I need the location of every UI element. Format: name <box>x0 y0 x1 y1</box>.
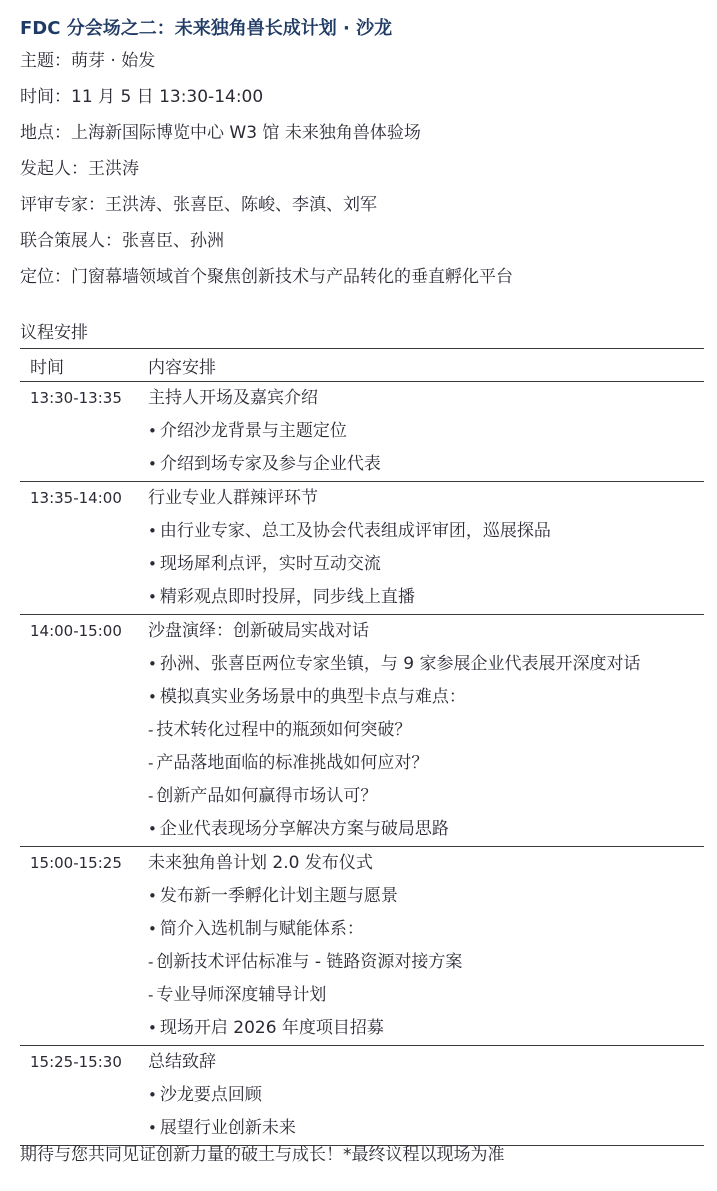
item-text: 企业代表现场分享解决方案与破局思路 <box>159 819 449 839</box>
agenda-item <box>148 515 704 548</box>
footer-note: 期待与您共同见证创新力量的破土与成长！*最终议程以现场为准 <box>20 1145 505 1165</box>
agenda-section <box>20 615 704 847</box>
section-time: 15:00-15:25 <box>30 854 122 872</box>
item-text: 介绍沙龙背景与主题定位 <box>159 421 347 441</box>
agenda-item <box>148 1012 704 1045</box>
agenda-item <box>148 648 704 681</box>
item-text: 现场开启 2026 年度项目招募 <box>159 1018 384 1038</box>
item-text: 沙龙要点回顾 <box>159 1085 262 1105</box>
column-header-time: 时间 <box>30 357 64 378</box>
item-marker: - <box>148 754 154 772</box>
info-value: 张喜臣、孙洲 <box>122 231 224 251</box>
item-marker: • <box>148 588 157 606</box>
section-content <box>146 482 704 614</box>
item-marker: - <box>148 721 154 739</box>
section-title: 主持人开场及嘉宾介绍 <box>148 388 318 408</box>
agenda-item <box>148 415 704 448</box>
info-line <box>20 268 710 304</box>
event-info <box>20 52 710 304</box>
item-text: 模拟真实业务场景中的典型卡点与难点： <box>159 687 466 707</box>
column-header-content: 内容安排 <box>148 357 216 378</box>
agenda-item <box>148 681 704 714</box>
agenda-item <box>148 913 704 946</box>
item-marker: • <box>148 887 157 905</box>
section-title: 总结致辞 <box>148 1052 216 1072</box>
info-value: 王洪涛 <box>88 159 139 179</box>
agenda-item <box>148 448 704 481</box>
agenda-sections <box>20 382 704 1146</box>
agenda-section <box>20 847 704 1046</box>
item-marker: • <box>148 422 157 440</box>
item-marker: • <box>148 555 157 573</box>
info-label: 主题： <box>20 51 71 71</box>
agenda-item <box>148 581 704 614</box>
info-label: 地点： <box>20 123 71 143</box>
agenda-item <box>148 548 704 581</box>
info-line <box>20 52 710 88</box>
agenda-item <box>148 813 704 846</box>
agenda-item <box>148 1079 704 1112</box>
item-marker: • <box>148 522 157 540</box>
item-marker: • <box>148 1019 157 1037</box>
agenda-section <box>20 382 704 482</box>
agenda-item <box>148 714 704 747</box>
info-label: 评审专家： <box>20 195 105 215</box>
agenda-heading: 议程安排 <box>20 323 88 343</box>
agenda-item <box>148 780 704 813</box>
agenda-table-header <box>20 349 704 382</box>
info-label: 发起人： <box>20 159 88 179</box>
agenda-table <box>20 348 704 1146</box>
info-line <box>20 124 710 160</box>
info-label: 联合策展人： <box>20 231 122 251</box>
item-text: 介绍到场专家及参与企业代表 <box>159 454 381 474</box>
item-marker: • <box>148 688 157 706</box>
section-title: 行业专业人群辣评环节 <box>148 488 318 508</box>
item-marker: - <box>148 986 154 1004</box>
item-marker: • <box>148 1086 157 1104</box>
item-marker: • <box>148 820 157 838</box>
item-marker: • <box>148 920 157 938</box>
item-marker: • <box>148 655 157 673</box>
page-title: FDC 分会场之二：未来独角兽长成计划 · 沙龙 <box>20 18 393 39</box>
info-value: 王洪涛、张喜臣、陈峻、李滇、刘军 <box>105 195 377 215</box>
item-text: 技术转化过程中的瓶颈如何突破？ <box>156 720 412 740</box>
info-line <box>20 196 710 232</box>
info-value: 11 月 5 日 13:30-14:00 <box>71 87 264 107</box>
section-content <box>146 382 704 481</box>
agenda-item <box>148 880 704 913</box>
item-text: 产品落地面临的标准挑战如何应对？ <box>156 753 429 773</box>
item-text: 简介入选机制与赋能体系： <box>159 919 364 939</box>
info-line <box>20 160 710 196</box>
info-line <box>20 88 710 124</box>
item-text: 孙洲、张喜臣两位专家坐镇，与 9 家参展企业代表展开深度对话 <box>159 654 641 674</box>
item-text: 精彩观点即时投屏，同步线上直播 <box>159 587 415 607</box>
item-text: 发布新一季孵化计划主题与愿景 <box>159 886 398 906</box>
section-content <box>146 615 704 846</box>
item-marker: - <box>148 953 154 971</box>
item-text: 创新产品如何赢得市场认可？ <box>156 786 378 806</box>
item-text: 创新技术评估标准与 - 链路资源对接方案 <box>156 952 463 972</box>
section-time: 13:30-13:35 <box>30 389 122 407</box>
info-label: 时间： <box>20 87 71 107</box>
item-text: 展望行业创新未来 <box>159 1118 296 1138</box>
section-content <box>146 847 704 1045</box>
agenda-item <box>148 747 704 780</box>
item-text: 专业导师深度辅导计划 <box>156 985 327 1005</box>
info-label: 定位： <box>20 267 71 287</box>
agenda-section <box>20 1046 704 1146</box>
item-marker: • <box>148 455 157 473</box>
info-value: 萌芽 · 始发 <box>71 51 156 71</box>
section-title: 未来独角兽计划 2.0 发布仪式 <box>148 853 373 873</box>
section-time: 13:35-14:00 <box>30 489 122 507</box>
agenda-section <box>20 482 704 615</box>
item-text: 由行业专家、总工及协会代表组成评审团，巡展探品 <box>159 521 551 541</box>
section-time: 15:25-15:30 <box>30 1053 122 1071</box>
section-time: 14:00-15:00 <box>30 622 122 640</box>
agenda-item <box>148 946 704 979</box>
section-content <box>146 1046 704 1145</box>
info-line <box>20 232 710 268</box>
item-marker: - <box>148 787 154 805</box>
info-value: 上海新国际博览中心 W3 馆 未来独角兽体验场 <box>71 123 421 143</box>
item-text: 现场犀利点评，实时互动交流 <box>159 554 381 574</box>
item-marker: • <box>148 1119 157 1137</box>
agenda-item <box>148 979 704 1012</box>
info-value: 门窗幕墙领域首个聚焦创新技术与产品转化的垂直孵化平台 <box>71 267 513 287</box>
section-title: 沙盘演绎：创新破局实战对话 <box>148 621 369 641</box>
